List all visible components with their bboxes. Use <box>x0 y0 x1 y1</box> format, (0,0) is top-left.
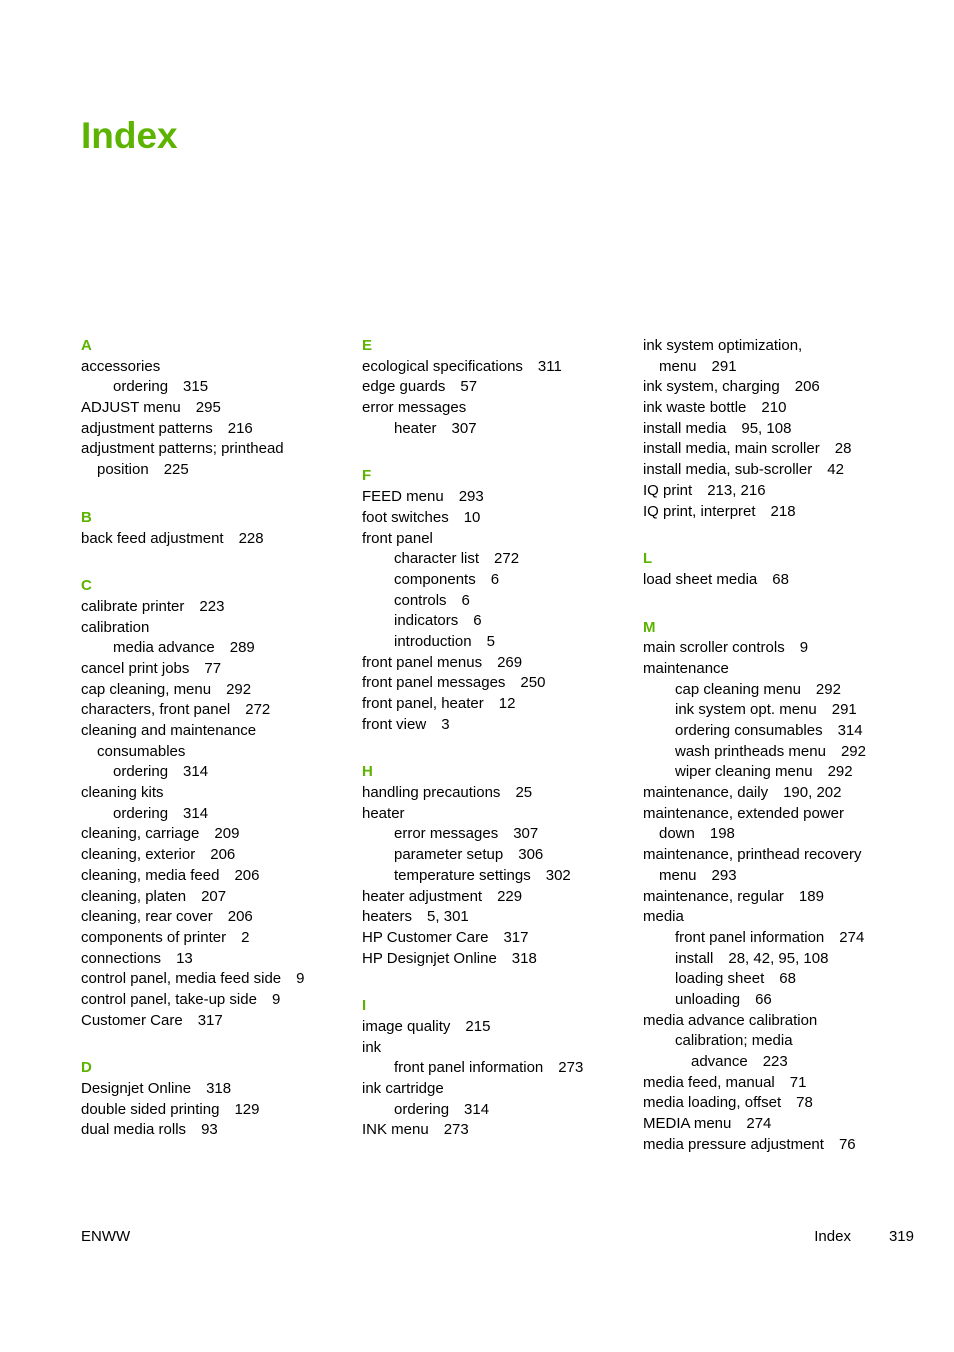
index-subentry <box>643 969 918 990</box>
index-term: wash printheads menu <box>675 742 826 760</box>
index-term: cleaning, rear cover <box>81 908 213 926</box>
index-term: calibration; media <box>675 1032 793 1050</box>
index-entry <box>81 1079 356 1100</box>
index-subentry <box>81 742 356 763</box>
index-term: install media, sub-scroller <box>643 461 813 479</box>
page-reference: 223 <box>199 597 225 615</box>
index-entry <box>643 570 918 591</box>
index-term: cleaning, platen <box>81 887 187 905</box>
index-term: maintenance, daily <box>643 784 769 802</box>
index-term: cancel print jobs <box>81 659 190 677</box>
index-term: ecological specifications <box>362 357 523 375</box>
index-term: cleaning, media feed <box>81 866 220 884</box>
index-term: ink system, charging <box>643 378 780 396</box>
page-reference: 206 <box>794 378 820 396</box>
index-subentry <box>362 591 637 612</box>
index-term: cleaning, exterior <box>81 846 196 864</box>
index-entry <box>81 969 356 990</box>
index-term: ordering <box>394 1100 450 1118</box>
page-reference: 318 <box>511 949 537 967</box>
index-term: media loading, offset <box>643 1094 782 1112</box>
index-entry <box>643 1093 918 1114</box>
index-column-3 <box>643 336 918 1155</box>
section-gap <box>362 439 637 466</box>
index-term: heaters <box>362 908 413 926</box>
index-term: character list <box>394 550 480 568</box>
page-reference: 274 <box>746 1115 772 1133</box>
page-reference: 273 <box>443 1121 469 1139</box>
index-subentry <box>362 632 637 653</box>
index-entry <box>643 439 918 460</box>
section-gap <box>362 969 637 996</box>
section-letter: D <box>81 1059 92 1077</box>
index-term: maintenance, extended power <box>643 804 844 822</box>
index-entry <box>81 845 356 866</box>
index-subentry <box>643 762 918 783</box>
index-entry <box>81 597 356 618</box>
index-term: unloading <box>675 990 741 1008</box>
index-term: ink system optimization, <box>643 337 803 354</box>
page-reference: 6 <box>461 591 470 609</box>
footer-right <box>814 1228 914 1245</box>
index-subentry <box>643 949 918 970</box>
index-term: ordering <box>113 763 169 781</box>
section-letter: L <box>643 550 653 568</box>
page-reference: 129 <box>234 1100 260 1118</box>
section-letter: A <box>81 337 92 354</box>
page-reference: 274 <box>839 928 865 946</box>
page-reference: 6 <box>473 612 482 630</box>
page-reference: 223 <box>762 1053 788 1070</box>
index-entry <box>81 659 356 680</box>
page-reference: 66 <box>755 990 772 1008</box>
index-term: media feed, manual <box>643 1073 775 1091</box>
index-entry <box>362 653 637 674</box>
index-term: maintenance <box>643 659 729 677</box>
page-reference: 2 <box>241 928 250 946</box>
page-reference: 71 <box>789 1073 807 1091</box>
index-entry <box>81 680 356 701</box>
section-letter: M <box>643 618 656 636</box>
page-reference: 206 <box>210 846 236 864</box>
index-entry <box>362 1120 637 1141</box>
index-term: load sheet media <box>643 570 758 588</box>
index-term: down <box>659 825 695 843</box>
section-letter: H <box>362 763 373 781</box>
section-gap <box>81 481 356 508</box>
index-term: front panel messages <box>362 674 506 692</box>
page-reference: 210 <box>761 399 787 417</box>
index-term: ink <box>362 1038 382 1056</box>
index-entry <box>81 887 356 908</box>
section-letter: B <box>81 508 92 526</box>
index-subentry <box>643 866 918 887</box>
page-reference: 302 <box>545 866 571 884</box>
page-reference: 5 <box>486 632 495 650</box>
page-reference: 228 <box>238 529 264 547</box>
index-entry <box>81 928 356 949</box>
page-reference: 311 <box>537 357 562 375</box>
page-reference: 317 <box>503 928 529 946</box>
page-reference: 206 <box>234 866 260 884</box>
page-reference: 10 <box>463 508 481 526</box>
page-reference: 291 <box>711 357 737 375</box>
page-reference: 28, 42, 95, 108 <box>728 949 829 967</box>
page-reference: 6 <box>490 570 500 588</box>
index-term: adjustment patterns <box>81 419 213 437</box>
page-reference: 289 <box>229 639 255 657</box>
index-entry <box>81 990 356 1011</box>
index-subentry <box>643 928 918 949</box>
index-subentry <box>643 700 918 721</box>
index-term: cleaning and maintenance <box>81 722 257 739</box>
page-reference: 293 <box>711 866 737 884</box>
index-subentry <box>362 845 637 866</box>
index-entry <box>643 804 918 825</box>
index-entry <box>362 1017 637 1038</box>
section-gap <box>81 1031 356 1058</box>
index-entry <box>362 487 637 508</box>
index-term: components <box>394 570 476 588</box>
index-entry <box>643 336 918 357</box>
index-term: maintenance, regular <box>643 887 784 905</box>
index-entry <box>362 694 637 715</box>
index-entry <box>643 659 918 680</box>
index-term: edge guards <box>362 378 446 396</box>
index-subentry <box>81 762 356 783</box>
page-reference: 206 <box>227 908 253 926</box>
page-reference: 13 <box>176 949 193 967</box>
page-reference: 28 <box>834 440 852 458</box>
index-entry <box>643 783 918 804</box>
index-entry <box>643 1073 918 1094</box>
index-entry <box>643 460 918 481</box>
index-entry <box>81 866 356 887</box>
footer-label: ENWW <box>81 1228 131 1245</box>
index-term: dual media rolls <box>81 1121 187 1139</box>
index-term: adjustment patterns; printhead <box>81 440 284 458</box>
index-entry <box>81 618 356 639</box>
index-entry <box>362 377 637 398</box>
index-entry <box>81 907 356 928</box>
page-reference: 209 <box>214 825 240 843</box>
index-term: front panel <box>362 529 433 547</box>
index-term: error messages <box>394 825 499 843</box>
index-entry <box>81 949 356 970</box>
index-term: IQ print <box>643 481 693 499</box>
page-reference: 198 <box>709 825 735 843</box>
index-term: front panel information <box>394 1059 544 1077</box>
index-subentry <box>81 460 356 481</box>
index-subentry <box>362 1058 637 1079</box>
index-entry <box>362 508 637 529</box>
index-entry <box>81 1120 356 1141</box>
index-term: characters, front panel <box>81 701 231 719</box>
page-reference: 295 <box>195 399 221 417</box>
index-entry <box>362 907 637 928</box>
index-entry <box>643 419 918 440</box>
index-subentry <box>362 1100 637 1121</box>
index-term: temperature settings <box>394 866 531 884</box>
index-term: back feed adjustment <box>81 529 224 547</box>
index-term: consumables <box>97 742 186 760</box>
index-term: front panel menus <box>362 653 483 671</box>
index-subentry <box>643 1052 918 1073</box>
page-reference: 77 <box>204 659 222 677</box>
index-term: ink cartridge <box>362 1080 444 1097</box>
page-reference: 292 <box>815 680 841 698</box>
page-reference: 250 <box>520 674 546 692</box>
index-term: media <box>643 908 684 926</box>
index-term: calibrate printer <box>81 597 185 615</box>
section-letter: I <box>362 997 367 1015</box>
index-entry <box>81 398 356 419</box>
page-reference: 9 <box>296 970 305 988</box>
index-subentry <box>362 419 637 440</box>
index-term: foot switches <box>362 508 449 526</box>
index-term: Customer Care <box>81 1011 183 1029</box>
index-entry <box>362 673 637 694</box>
index-term: cleaning kits <box>81 784 164 802</box>
index-entry <box>362 949 637 970</box>
page-reference: 218 <box>770 502 796 520</box>
section-letter: F <box>362 467 372 485</box>
index-entry <box>362 529 637 550</box>
index-term: wiper cleaning menu <box>675 763 813 781</box>
page-reference: 293 <box>458 488 484 506</box>
index-term: heater adjustment <box>362 887 483 905</box>
index-subentry <box>81 804 356 825</box>
page-reference: 292 <box>840 742 866 760</box>
index-entry <box>362 804 637 825</box>
index-term: ordering <box>113 378 169 396</box>
index-term: error messages <box>362 399 467 417</box>
index-entry <box>643 502 918 523</box>
page-reference: 93 <box>201 1121 218 1139</box>
index-subentry <box>362 611 637 632</box>
index-term: heater <box>362 804 405 822</box>
page-reference: 314 <box>183 804 209 822</box>
page-reference: 9 <box>271 990 281 1008</box>
index-subentry <box>643 742 918 763</box>
index-subentry <box>643 1031 918 1052</box>
index-entry <box>362 1038 637 1059</box>
index-term: cap cleaning, menu <box>81 680 212 698</box>
section-letter: C <box>81 577 92 595</box>
index-term: position <box>97 461 149 479</box>
index-term: install <box>675 949 714 967</box>
index-entry <box>81 700 356 721</box>
index-entry <box>81 419 356 440</box>
page-title: Index <box>81 115 178 156</box>
index-term: double sided printing <box>81 1100 220 1118</box>
index-subentry <box>362 824 637 845</box>
section-gap <box>643 522 918 549</box>
page-reference: 314 <box>183 763 209 781</box>
index-term: maintenance, printhead recovery <box>643 846 862 864</box>
index-term: cleaning, carriage <box>81 825 200 843</box>
index-term: control panel, media feed side <box>81 970 282 988</box>
index-entry <box>643 887 918 908</box>
page-reference: 318 <box>206 1080 232 1097</box>
index-term: loading sheet <box>675 970 765 988</box>
page-reference: 190, 202 <box>783 784 842 802</box>
index-subentry <box>643 357 918 378</box>
index-entry <box>643 845 918 866</box>
page-reference: 25 <box>515 784 533 802</box>
index-entry <box>81 824 356 845</box>
index-subentry <box>362 570 637 591</box>
index-term: front panel information <box>675 928 825 946</box>
page-reference: 291 <box>831 701 857 719</box>
index-entry <box>643 1135 918 1156</box>
section-letter: E <box>362 337 373 354</box>
index-subentry <box>81 638 356 659</box>
index-entry <box>81 529 356 550</box>
page-reference: 269 <box>497 653 523 671</box>
index-subentry <box>362 549 637 570</box>
index-subentry <box>643 824 918 845</box>
index-term: introduction <box>394 632 472 650</box>
index-subentry <box>362 866 637 887</box>
page-reference: 317 <box>197 1011 223 1029</box>
page-reference: 42 <box>827 461 844 479</box>
index-term: handling precautions <box>362 784 501 802</box>
index-term: FEED menu <box>362 488 444 506</box>
page-reference: 225 <box>163 461 189 479</box>
index-term: install media, main scroller <box>643 440 820 458</box>
index-term: controls <box>394 591 447 609</box>
page-reference: 76 <box>838 1135 856 1153</box>
page-reference: 213, 216 <box>707 481 766 499</box>
index-term: advance <box>691 1053 748 1070</box>
index-term: accessories <box>81 357 161 375</box>
index-entry <box>81 783 356 804</box>
page-reference: 215 <box>465 1017 491 1035</box>
index-term: INK menu <box>362 1121 429 1139</box>
index-entry <box>81 439 356 460</box>
index-term: menu <box>659 357 697 375</box>
index-entry <box>362 357 637 378</box>
index-entry <box>81 357 356 378</box>
index-term: ink waste bottle <box>643 399 747 417</box>
index-term: ink system opt. menu <box>675 701 817 719</box>
index-entry <box>362 1079 637 1100</box>
index-term: Designjet Online <box>81 1080 192 1097</box>
index-subentry <box>643 721 918 742</box>
index-term: control panel, take-up side <box>81 990 257 1008</box>
index-entry <box>643 398 918 419</box>
section-gap <box>362 735 637 762</box>
page-reference: 57 <box>460 378 478 396</box>
index-subentry <box>643 990 918 1011</box>
index-entry <box>362 398 637 419</box>
index-term: IQ print, interpret <box>643 502 756 520</box>
index-entry <box>643 377 918 398</box>
index-column-1 <box>81 336 356 1141</box>
page-reference: 68 <box>779 970 796 988</box>
index-term: calibration <box>81 618 150 636</box>
index-term: parameter setup <box>394 846 504 864</box>
index-entry <box>643 907 918 928</box>
index-term: HP Designjet Online <box>362 949 497 967</box>
index-term: indicators <box>394 612 459 630</box>
index-entry <box>362 887 637 908</box>
index-column-2 <box>362 336 637 1141</box>
index-entry <box>81 721 356 742</box>
index-subentry <box>643 680 918 701</box>
index-term: front view <box>362 715 427 733</box>
index-term: media advance <box>113 639 215 657</box>
section-gap <box>643 591 918 618</box>
footer-section: Index <box>814 1228 851 1245</box>
page-reference: 273 <box>558 1059 584 1077</box>
index-entry <box>81 1011 356 1032</box>
page-reference: 207 <box>201 887 227 905</box>
index-subentry <box>81 377 356 398</box>
index-term: cap cleaning menu <box>675 680 801 698</box>
index-term: menu <box>659 866 697 884</box>
index-term: media pressure adjustment <box>643 1135 824 1153</box>
index-entry <box>362 715 637 736</box>
page-reference: 12 <box>498 695 516 712</box>
page-reference: 272 <box>494 550 520 568</box>
page-reference: 229 <box>497 887 523 905</box>
page-reference: 5, 301 <box>427 908 469 926</box>
page-reference: 9 <box>799 639 809 657</box>
index-term: HP Customer Care <box>362 928 489 946</box>
page-reference: 307 <box>451 419 477 437</box>
index-term: image quality <box>362 1017 451 1035</box>
page-reference: 216 <box>227 419 253 437</box>
page-reference: 95, 108 <box>741 419 792 437</box>
index-entry <box>362 783 637 804</box>
index-term: ordering consumables <box>675 722 823 739</box>
index-entry <box>643 1114 918 1135</box>
index-term: ordering <box>113 804 169 822</box>
index-term: MEDIA menu <box>643 1115 732 1133</box>
page-reference: 272 <box>245 701 271 719</box>
page-reference: 315 <box>183 378 209 396</box>
index-term: front panel, heater <box>362 695 484 712</box>
index-term: ADJUST menu <box>81 399 181 417</box>
page-reference: 189 <box>798 887 824 905</box>
index-entry <box>643 638 918 659</box>
page-reference: 307 <box>513 825 539 843</box>
page-reference: 314 <box>837 722 863 739</box>
index-entry <box>643 481 918 502</box>
page-reference: 68 <box>772 570 789 588</box>
index-term: heater <box>394 419 437 437</box>
page-reference: 78 <box>796 1094 813 1112</box>
page-reference: 314 <box>464 1100 490 1118</box>
index-term: connections <box>81 949 162 967</box>
index-entry <box>81 1100 356 1121</box>
section-gap <box>81 549 356 576</box>
page-reference: 306 <box>518 846 544 864</box>
page-number: 319 <box>888 1228 914 1245</box>
index-entry <box>643 1011 918 1032</box>
index-term: media advance calibration <box>643 1011 818 1029</box>
index-term: install media <box>643 419 727 437</box>
page-reference: 292 <box>827 763 853 781</box>
page-reference: 3 <box>441 715 450 733</box>
page-reference: 292 <box>226 680 252 698</box>
index-term: main scroller controls <box>643 639 785 657</box>
index-term: components of printer <box>81 928 227 946</box>
index-entry <box>362 928 637 949</box>
